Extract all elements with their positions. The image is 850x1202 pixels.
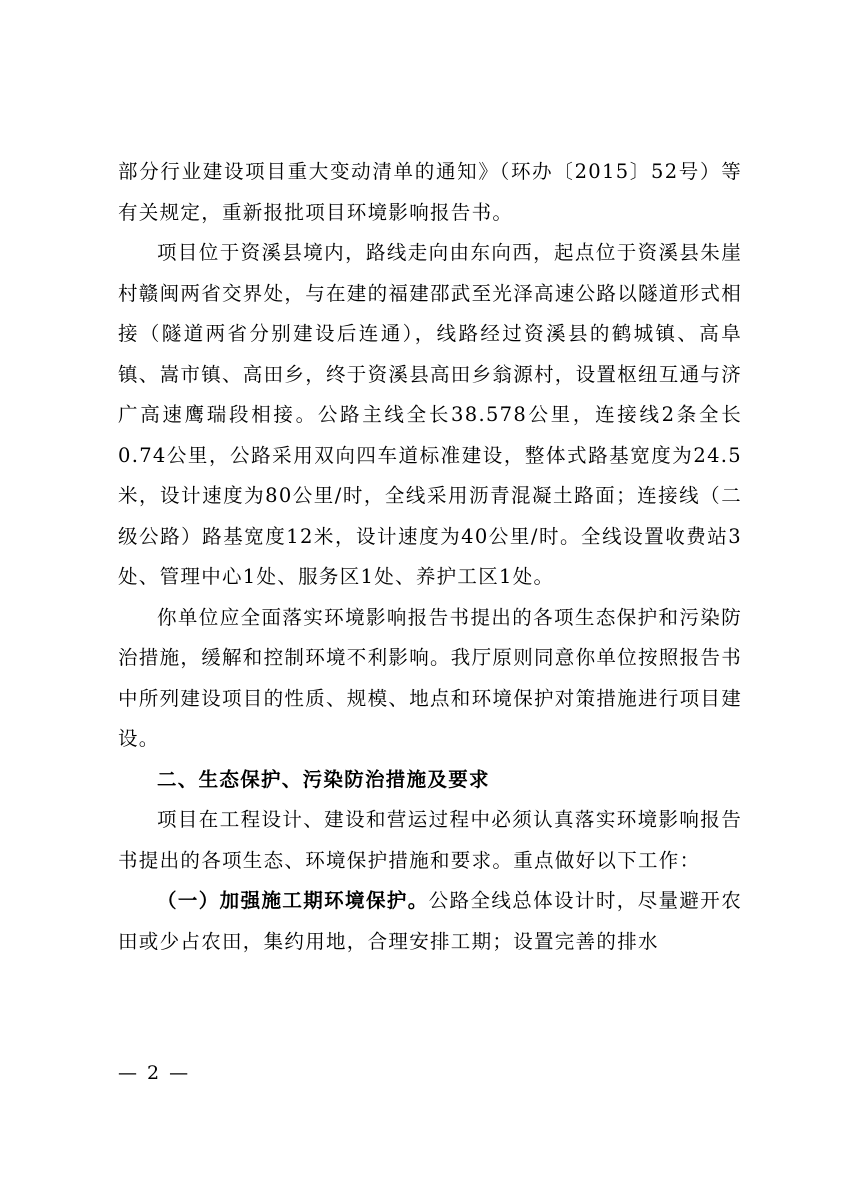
document-body xyxy=(118,152,742,962)
item-one-lead: （一）加强施工期环境保护。 xyxy=(157,889,429,912)
section-heading: 二、生态保护、污染防治措施及要求 xyxy=(157,767,490,791)
paragraph-item-one xyxy=(118,881,742,962)
paragraph-requirements: 项目在工程设计、建设和营运过程中必须认真落实环境影响报告书提出的各项生态、环境保护措施和要求。重点做好以下工作： xyxy=(118,808,742,872)
page-number: — 2 — xyxy=(118,1062,191,1084)
paragraph-approval: 你单位应全面落实环境影响报告书提出的各项生态保护和污染防治措施，缓解和控制环境不利影响。我厅原则同意你单位按照报告书中所列建设项目的性质、规模、地点和环境保护对策措施进行项目建设。 xyxy=(118,605,743,750)
item-one-text: 公路全线总体设计时，尽量避开农田或少占农田，集约用地，合理安排工期；设置完善的排水 xyxy=(118,889,742,953)
paragraph-continuation: 部分行业建设项目重大变动清单的通知》（环办〔2015〕52号）等有关规定，重新报批项目环境影响报告书。 xyxy=(118,160,742,224)
paragraph-project-location: 项目位于资溪县境内，路线走向由东向西，起点位于资溪县朱崖村赣闽两省交界处，与在建的福建邵武至光泽高速公路以隧道形式相接（隧道两省分别建设后连通），线路经过资溪县的鹤城镇、高阜镇、嵩市镇、高田乡，终于资溪县高田乡翁源村，设置枢纽互通与济广高速鹰瑞段相接。公路主线全长38.578公里，连接线2条全长0.74公里，公路采用双向四车道标准建设，整体式路基宽度为24.5米，设计速度为80公里/时，全线采用沥青混凝土路面；连接线（二级公路）路基宽度12米，设计速度为40公里/时。全线设置收费站3处、管理中心1处、服务区1处、养护工区1处。 xyxy=(118,241,743,588)
